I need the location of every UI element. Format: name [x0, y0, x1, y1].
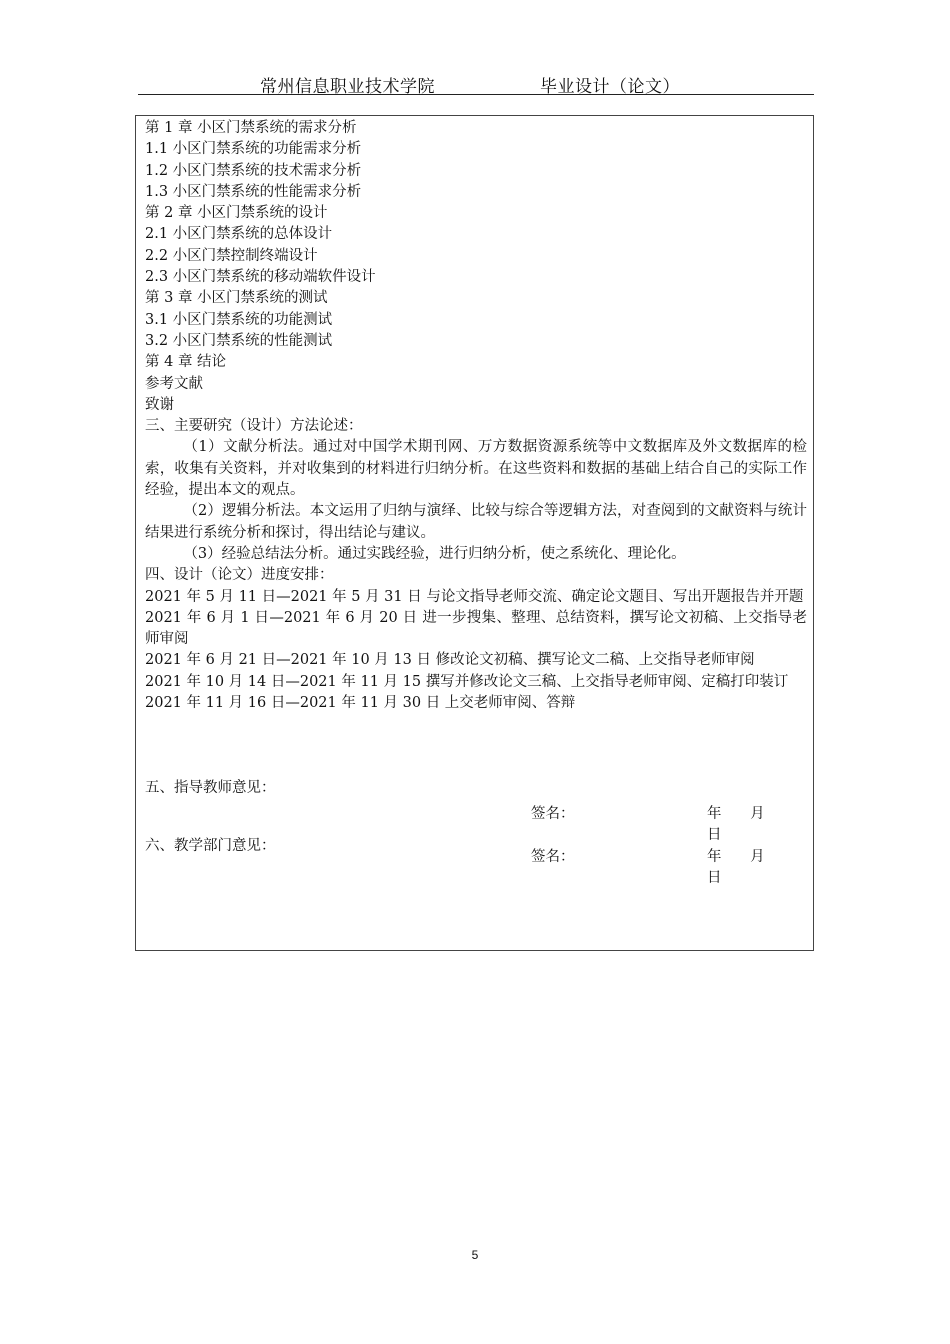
outline-item: 第 3 章 小区门禁系统的测试 [145, 290, 328, 307]
page-number: 5 [471, 1248, 479, 1262]
outline-item: 致谢 [145, 396, 174, 413]
date-fields [707, 847, 807, 890]
schedule-item: 2021 年 6 月 21 日—2021 年 10 月 13 日 修改论文初稿、撰写论文二稿、上交指导老师审阅 [145, 652, 755, 669]
outline-item: 第 2 章 小区门禁系统的设计 [145, 205, 328, 222]
outline-item: 第 4 章 结论 [145, 354, 227, 371]
outline-item: 1.2 小区门禁系统的技术需求分析 [145, 162, 362, 179]
month-label: 月 [750, 805, 765, 822]
year-label: 年 [707, 848, 722, 865]
methods-section [145, 416, 807, 565]
year-label: 年 [707, 805, 722, 822]
date-fields [707, 804, 807, 847]
outline-item: 第 1 章 小区门禁系统的需求分析 [145, 120, 357, 136]
methods-heading: 三、主要研究（设计）方法论述： [145, 418, 363, 435]
outline-item: 1.3 小区门禁系统的性能需求分析 [145, 183, 362, 200]
department-heading: 六、教学部门意见： [145, 837, 276, 854]
page-header [138, 70, 814, 95]
outline-item: 参考文献 [145, 375, 203, 392]
day-label: 日 [707, 826, 722, 843]
outline-item: 2.3 小区门禁系统的移动端软件设计 [145, 269, 376, 286]
schedule-item: 2021 年 11 月 16 日—2021 年 11 月 30 日 上交老师审阅、答辩 [145, 695, 576, 712]
outline-list [145, 118, 807, 416]
schedule-item: 2021 年 10 月 14 日—2021 年 11 月 15 撰写并修改论文三稿、上交指导老师审阅、定稿打印装订 [145, 673, 789, 690]
schedule-section [145, 565, 807, 714]
schedule-heading: 四、设计（论文）进度安排： [145, 567, 334, 584]
day-label: 日 [707, 870, 722, 887]
method-paragraph: （3）经验总结法分析。通过实践经验，进行归纳分析，使之系统化、理论化。 [183, 545, 686, 562]
signature-label: 签名： [531, 848, 575, 865]
outline-item: 3.1 小区门禁系统的功能测试 [145, 311, 333, 328]
schedule-item: 2021 年 5 月 11 日—2021 年 5 月 31 日 与论文指导老师交流、确定论文题目、写出开题报告并开题 [145, 588, 804, 605]
department-signature-row [145, 843, 807, 887]
outline-item: 3.2 小区门禁系统的性能测试 [145, 332, 333, 349]
advisor-opinion-section [145, 778, 807, 843]
form-content [145, 118, 807, 887]
signature-label: 签名： [531, 805, 575, 822]
outline-item: 1.1 小区门禁系统的功能需求分析 [145, 141, 362, 158]
blank-space [145, 714, 807, 778]
advisor-heading: 五、指导教师意见： [145, 780, 276, 797]
method-paragraph: （1）文献分析法。通过对中国学术期刊网、万方数据资源系统等中文数据库及外文数据库的检索，收集有关资料，并对收集到的材料进行归纳分析。在这些资料和数据的基础上结合自己的实际工作经验，提出本文的观点。 [145, 439, 807, 499]
advisor-signature-row [145, 800, 807, 843]
schedule-item: 2021 年 6 月 1 日—2021 年 6 月 20 日 进一步搜集、整理、总结资料，撰写论文初稿、上交指导老师审阅 [145, 609, 807, 648]
document-type: 毕业设计（论文） [540, 77, 680, 97]
outline-item: 2.1 小区门禁系统的总体设计 [145, 226, 333, 243]
method-paragraph: （2）逻辑分析法。本文运用了归纳与演绎、比较与综合等逻辑方法，对查阅到的文献资料与统计结果进行系统分析和探讨，得出结论与建议。 [145, 503, 807, 541]
proposal-form-box [135, 115, 814, 951]
outline-item: 2.2 小区门禁控制终端设计 [145, 247, 318, 264]
month-label: 月 [750, 848, 765, 865]
school-name: 常州信息职业技术学院 [260, 77, 435, 97]
